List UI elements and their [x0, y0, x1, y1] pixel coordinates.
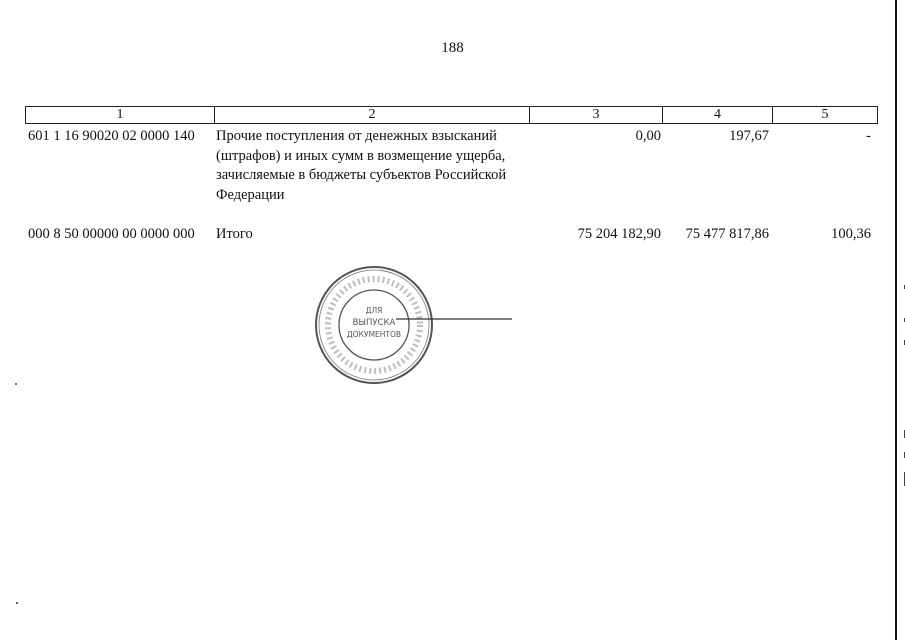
value-col3: 75 204 182,90 [577, 226, 661, 242]
budget-code: 000 8 50 00000 00 0000 000 [28, 226, 195, 242]
column-header-1: 1 [26, 107, 215, 123]
stamp-text-line: ДОКУМЕНТОВ [346, 330, 402, 339]
scan-edge [895, 0, 897, 640]
income-name-line: (штрафов) и иных сумм в возмещение ущерба, [216, 147, 506, 164]
table-row [28, 127, 873, 207]
income-name-line: Прочие поступления от денежных взысканий [216, 128, 497, 144]
value-col5: - [866, 128, 871, 144]
stamp-text-line: ВЫПУСКА [352, 318, 396, 328]
income-name [216, 225, 536, 245]
official-stamp [312, 262, 517, 392]
income-name [216, 127, 536, 205]
table-row-total [28, 225, 873, 245]
income-name-line: Итого [216, 226, 253, 242]
page-number: 188 [441, 40, 464, 56]
column-header-4: 4 [663, 107, 773, 123]
stamp-text-line: ДЛЯ [365, 306, 383, 315]
value-col4: 197,67 [729, 128, 769, 144]
column-header-2: 2 [215, 107, 530, 123]
column-header-3: 3 [530, 107, 663, 123]
scan-speck [16, 602, 18, 604]
table-header [25, 106, 878, 124]
value-col4: 75 477 817,86 [685, 226, 769, 242]
income-name-line: зачисляемые в бюджеты субъектов Российской [216, 167, 507, 183]
budget-code: 601 1 16 90020 02 0000 140 [28, 128, 195, 144]
value-col5: 100,36 [831, 226, 871, 242]
scan-speck [15, 383, 17, 385]
value-col3: 0,00 [635, 128, 661, 144]
column-header-5: 5 [821, 107, 829, 122]
income-name-line: Федерации [216, 186, 285, 203]
